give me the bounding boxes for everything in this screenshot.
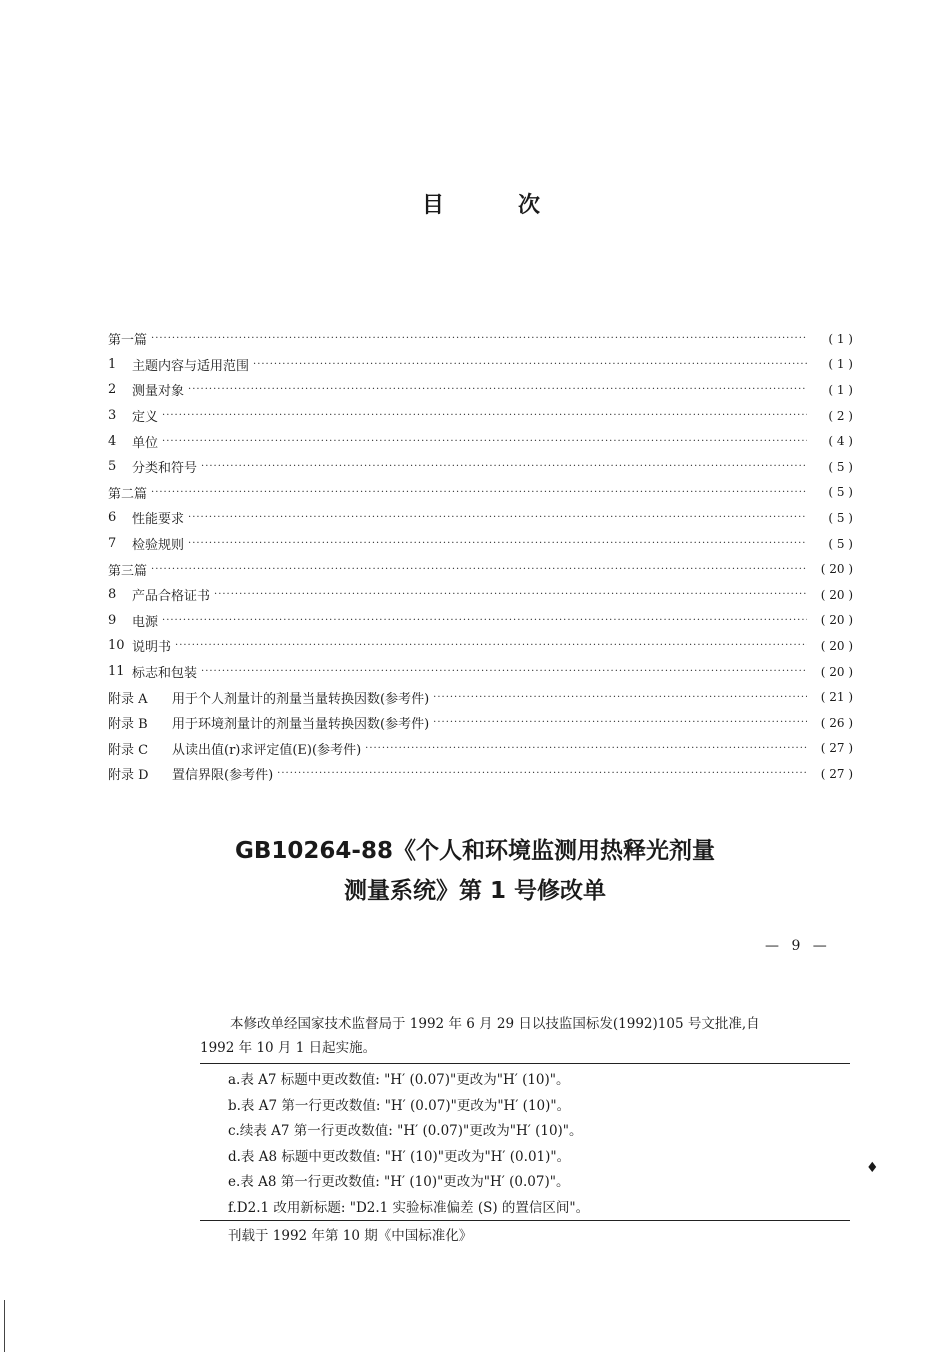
toc-leader-dots — [433, 717, 807, 728]
amendment-change-item: d.表 A8 标题中更改数值: "H′ (10)"更改为"H′ (0.01)"。 — [228, 1148, 571, 1165]
toc-entry-label: 标志和包装 — [132, 666, 198, 682]
toc-entry-label: 说明书 — [132, 640, 172, 656]
amendment-title-line-1: GB10264-88《个人和环境监测用热释光剂量 — [235, 838, 715, 864]
amendment-change-item: f.D2.1 改用新标题: "D2.1 实验标准偏差 (S) 的置信区间"。 — [228, 1199, 590, 1216]
amendment-change-item: c.续表 A7 第一行更改数值: "H′ (0.07)"更改为"H′ (10)"。 — [228, 1123, 583, 1139]
toc-entry-label: 第二篇 — [108, 486, 148, 502]
amendment-change-item: e.表 A8 第一行更改数值: "H′ (10)"更改为"H′ (0.07)"。 — [228, 1174, 570, 1190]
toc-entry — [108, 505, 853, 531]
toc-entry — [108, 454, 853, 480]
toc-entry-page: ( 20 ) — [820, 638, 853, 653]
toc-entry-label: 第三篇 — [108, 563, 148, 579]
toc-entry — [108, 352, 853, 378]
toc-entry-label: 从读出值(r)求评定值(E)(参考件) — [172, 742, 362, 758]
toc-leader-dots — [162, 615, 807, 626]
toc-entry-label: 定义 — [132, 410, 159, 426]
toc-entry-number: 7 — [108, 536, 117, 552]
page-number: — 9 — — [765, 938, 831, 954]
toc-entry-label: 测量对象 — [132, 384, 185, 400]
toc-leader-dots — [253, 359, 807, 370]
toc-leader-dots — [162, 436, 807, 447]
toc-entry-page: ( 5 ) — [828, 459, 853, 474]
publication-source: 刊载于 1992 年第 10 期《中国标准化》 — [228, 1228, 473, 1244]
toc-entry-number: 5 — [108, 459, 117, 475]
toc-entry-page: ( 5 ) — [828, 510, 853, 525]
toc-entry-page: ( 1 ) — [828, 331, 853, 346]
toc-entry-page: ( 1 ) — [828, 357, 853, 372]
toc-entry — [108, 659, 853, 685]
toc-leader-dots — [277, 768, 807, 779]
toc-entry-number: 11 — [108, 664, 125, 680]
toc-entry — [108, 736, 853, 762]
toc-entry-label: 性能要求 — [132, 512, 185, 528]
toc-entry-page: ( 1 ) — [828, 382, 853, 397]
table-of-contents — [108, 326, 853, 787]
toc-entry — [108, 633, 853, 659]
amendment-intro-line-2: 1992 年 10 月 1 日起实施。 — [200, 1040, 377, 1056]
scan-speck-mark: ♦ — [866, 1160, 879, 1176]
toc-entry-label: 置信界限(参考件) — [172, 768, 274, 784]
toc-entry-page: ( 20 ) — [820, 613, 853, 628]
toc-title-char-1: 目 — [422, 193, 447, 218]
toc-leader-dots — [214, 589, 807, 600]
amendment-change-item: a.表 A7 标题中更改数值: "H′ (0.07)"更改为"H′ (10)"。 — [228, 1072, 570, 1088]
amendment-intro — [200, 1012, 850, 1060]
toc-leader-dots — [201, 461, 807, 472]
toc-entry-number: 1 — [108, 356, 117, 372]
toc-entry — [108, 608, 853, 634]
toc-entry-label: 分类和符号 — [132, 461, 198, 477]
toc-leader-dots — [188, 538, 807, 549]
toc-leader-dots — [151, 487, 807, 498]
toc-entry-page: ( 5 ) — [828, 536, 853, 551]
toc-entry-number: 附录 C — [108, 742, 149, 758]
toc-leader-dots — [175, 640, 807, 651]
toc-entry — [108, 582, 853, 608]
toc-leader-dots — [151, 564, 807, 575]
toc-entry — [108, 326, 853, 352]
toc-leader-dots — [151, 333, 807, 344]
toc-entry — [108, 531, 853, 557]
toc-entry-number: 附录 B — [108, 717, 148, 733]
toc-entry — [108, 710, 853, 736]
toc-entry-number: 10 — [108, 638, 125, 654]
toc-title-char-2: 次 — [518, 193, 543, 218]
toc-entry-page: ( 4 ) — [828, 434, 853, 449]
toc-entry — [108, 556, 853, 582]
toc-entry-label: 产品合格证书 — [132, 589, 211, 605]
toc-entry-page: ( 26 ) — [820, 715, 853, 730]
toc-entry-page: ( 2 ) — [828, 408, 853, 423]
toc-entry — [108, 480, 853, 506]
toc-leader-dots — [433, 692, 807, 703]
toc-entry-number: 9 — [108, 612, 117, 628]
toc-entry-number: 6 — [108, 510, 117, 526]
toc-entry-label: 单位 — [132, 435, 159, 451]
toc-entry — [108, 403, 853, 429]
toc-leader-dots — [201, 666, 807, 677]
toc-entry-page: ( 21 ) — [820, 690, 853, 705]
toc-entry-number: 4 — [108, 433, 117, 449]
amendment-change-item: b.表 A7 第一行更改数值: "H′ (0.07)"更改为"H′ (10)"。 — [228, 1097, 571, 1114]
toc-entry — [108, 428, 853, 454]
toc-entry-page: ( 20 ) — [820, 562, 853, 577]
toc-entry-number: 附录 D — [108, 768, 149, 784]
toc-entry-page: ( 27 ) — [820, 741, 853, 756]
toc-entry-label: 用于个人剂量计的剂量当量转换因数(参考件) — [172, 691, 430, 707]
divider-rule-top — [200, 1063, 850, 1064]
toc-entry-page: ( 20 ) — [820, 587, 853, 602]
toc-leader-dots — [162, 410, 807, 421]
toc-entry-label: 第一篇 — [108, 333, 148, 349]
toc-leader-dots — [188, 384, 807, 395]
toc-entry-page: ( 5 ) — [828, 485, 853, 500]
divider-rule-bottom — [200, 1220, 850, 1221]
toc-entry-label: 用于环境剂量计的剂量当量转换因数(参考件) — [172, 717, 430, 733]
toc-leader-dots — [188, 512, 807, 523]
amendment-title-line-2: 测量系统》第 1 号修改单 — [343, 878, 607, 904]
toc-entry-label: 电源 — [132, 614, 159, 630]
toc-entry-number: 3 — [108, 408, 117, 424]
toc-entry — [108, 377, 853, 403]
toc-entry-label: 检验规则 — [132, 538, 185, 554]
amendment-changes-list — [228, 1068, 848, 1221]
toc-entry — [108, 684, 853, 710]
toc-entry-number: 附录 A — [108, 691, 148, 707]
toc-entry — [108, 761, 853, 787]
toc-entry-number: 2 — [108, 382, 117, 398]
toc-leader-dots — [365, 743, 807, 754]
toc-entry-page: ( 27 ) — [820, 766, 853, 781]
toc-entry-page: ( 20 ) — [820, 664, 853, 679]
toc-entry-number: 8 — [108, 587, 117, 603]
amendment-intro-line-1: 本修改单经国家技术监督局于 1992 年 6 月 29 日以技监国标发(1992)105 号文批准,自 — [230, 1016, 760, 1032]
scan-margin-mark — [4, 1300, 5, 1352]
toc-entry-label: 主题内容与适用范围 — [132, 358, 250, 374]
